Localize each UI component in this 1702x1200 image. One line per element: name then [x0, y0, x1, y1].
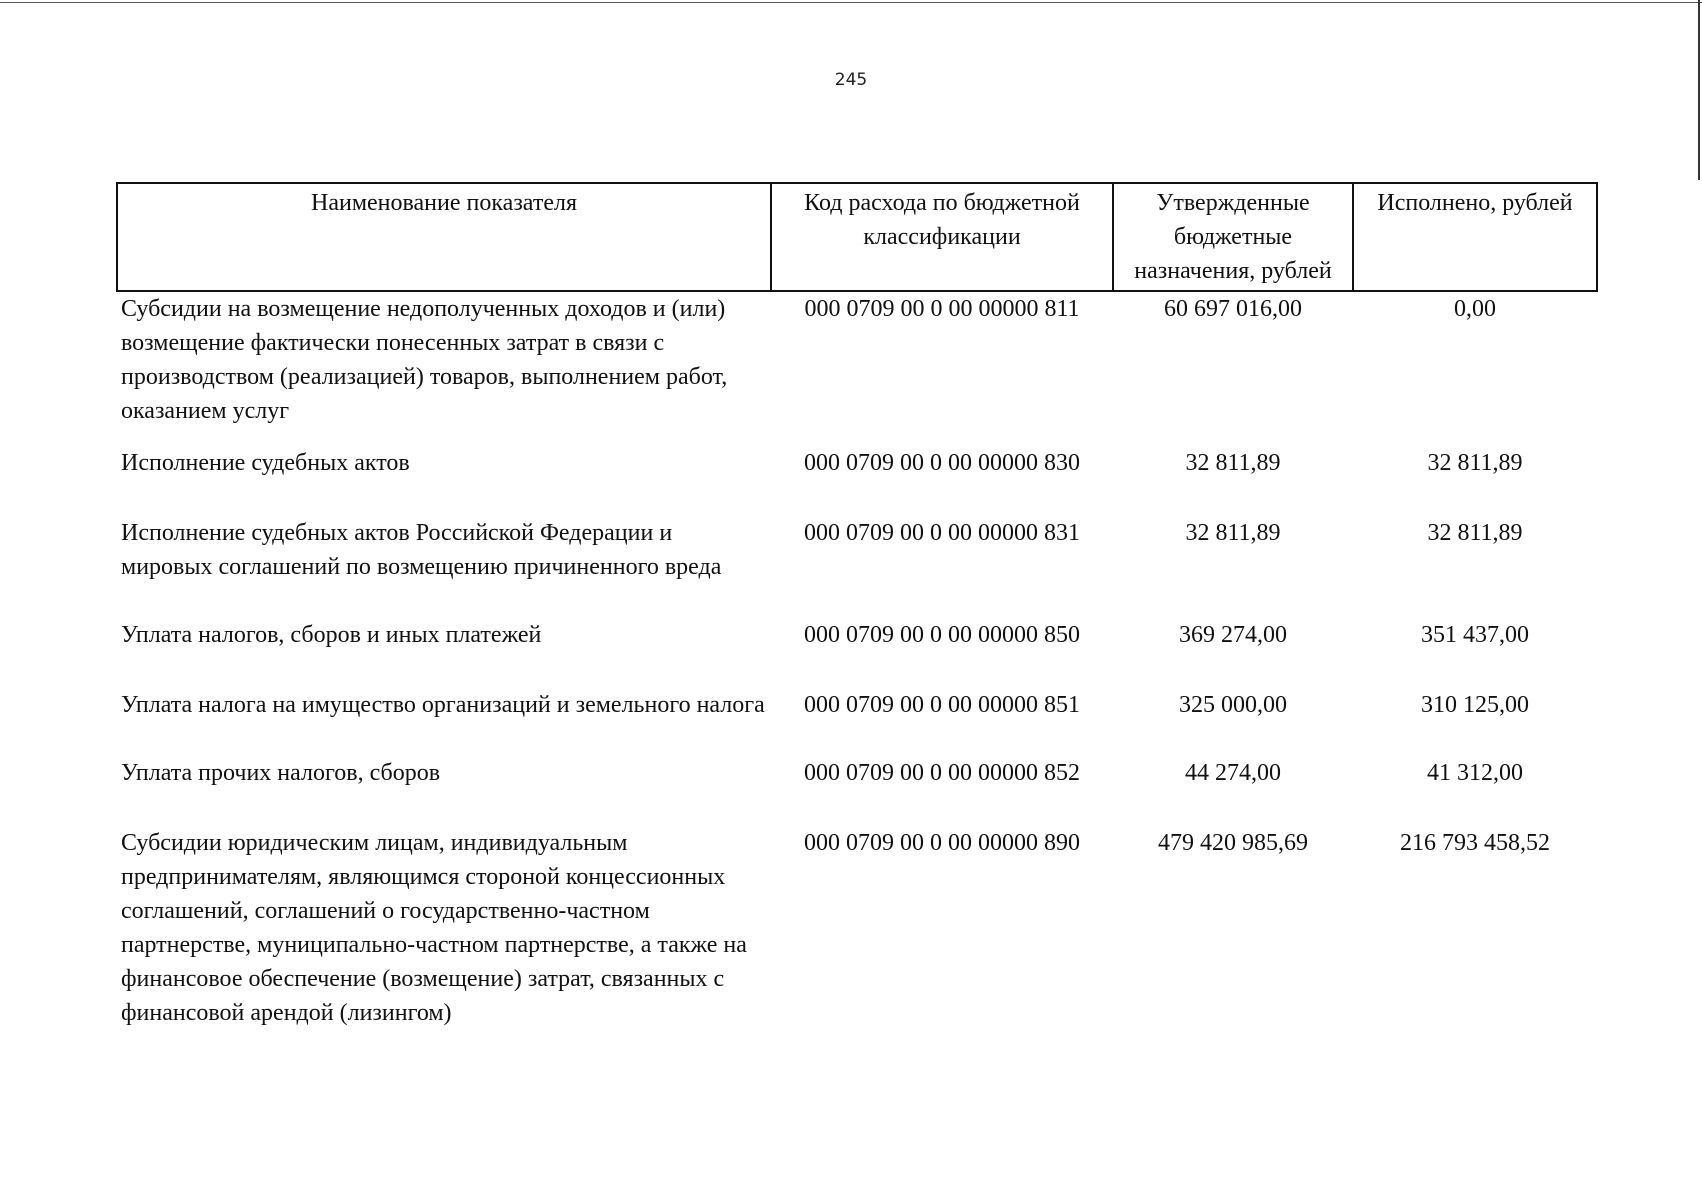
row-budget-code: 000 0709 00 0 00 00000 831: [804, 520, 1080, 546]
row-approved-amount: 60 697 016,00: [1164, 296, 1302, 322]
table-header: [117, 183, 1597, 291]
row-approved-amount: 44 274,00: [1185, 760, 1281, 786]
table-row: [117, 516, 1597, 618]
row-indicator-name: Уплата прочих налогов, сборов: [121, 760, 441, 786]
row-budget-code: 000 0709 00 0 00 00000 851: [804, 692, 1080, 718]
top-scan-edge: [0, 2, 1702, 3]
header-budget-code: Код расхода по бюджетной классификации: [771, 183, 1113, 291]
row-executed-amount: 310 125,00: [1421, 692, 1529, 718]
row-executed-amount: 41 312,00: [1427, 760, 1523, 786]
row-indicator-name: Исполнение судебных актов Российской Федерации и мировых соглашений по возмещению причиненного вреда: [121, 520, 722, 580]
row-indicator-name: Субсидии на возмещение недополученных доходов и (или) возмещение фактически понесенных затрат в связи с производством (реализацией) товаров, выполнением работ, оказанием услуг: [121, 296, 728, 424]
row-budget-code: 000 0709 00 0 00 00000 852: [804, 760, 1080, 786]
row-approved-amount: 479 420 985,69: [1158, 830, 1308, 856]
row-executed-amount: 351 437,00: [1421, 622, 1529, 648]
table-row: [117, 291, 1597, 446]
row-executed-amount: 32 811,89: [1427, 520, 1523, 546]
table-row: [117, 688, 1597, 756]
budget-execution-table: [116, 182, 1598, 1064]
table-row: [117, 446, 1597, 516]
header-indicator-name: Наименование показателя: [117, 183, 771, 291]
row-indicator-name: Уплата налогов, сборов и иных платежей: [121, 622, 542, 648]
table-row: [117, 756, 1597, 826]
row-indicator-name: Исполнение судебных актов: [121, 450, 410, 476]
table-row: [117, 618, 1597, 688]
row-budget-code: 000 0709 00 0 00 00000 850: [804, 622, 1080, 648]
row-indicator-name: Уплата налога на имущество организаций и земельного налога: [121, 692, 765, 718]
row-indicator-name: Субсидии юридическим лицам, индивидуальным предпринимателям, являющимся стороной концессионных соглашений, соглашений о государственно-частном партнерстве, муниципально-частном партнерстве, а также на финансовое обеспечение (возмещение) затрат, связанных с финансовой арендой (лизингом): [121, 830, 747, 1026]
row-executed-amount: 216 793 458,52: [1400, 830, 1550, 856]
row-approved-amount: 325 000,00: [1179, 692, 1287, 718]
right-scan-edge: [1698, 0, 1700, 180]
row-budget-code: 000 0709 00 0 00 00000 890: [804, 830, 1080, 856]
row-budget-code: 000 0709 00 0 00 00000 811: [804, 296, 1080, 322]
header-executed-amount: Исполнено, рублей: [1353, 183, 1597, 291]
table-body: [117, 291, 1597, 1064]
row-budget-code: 000 0709 00 0 00 00000 830: [804, 450, 1080, 476]
row-approved-amount: 32 811,89: [1185, 520, 1281, 546]
row-executed-amount: 32 811,89: [1427, 450, 1523, 476]
row-executed-amount: 0,00: [1454, 296, 1496, 322]
page-number: 245: [834, 70, 868, 90]
header-row: [117, 183, 1597, 291]
table-row: [117, 826, 1597, 1064]
row-approved-amount: 32 811,89: [1185, 450, 1281, 476]
header-approved-amount: Утвержденные бюджетные назначения, рублей: [1113, 183, 1353, 291]
row-approved-amount: 369 274,00: [1179, 622, 1287, 648]
